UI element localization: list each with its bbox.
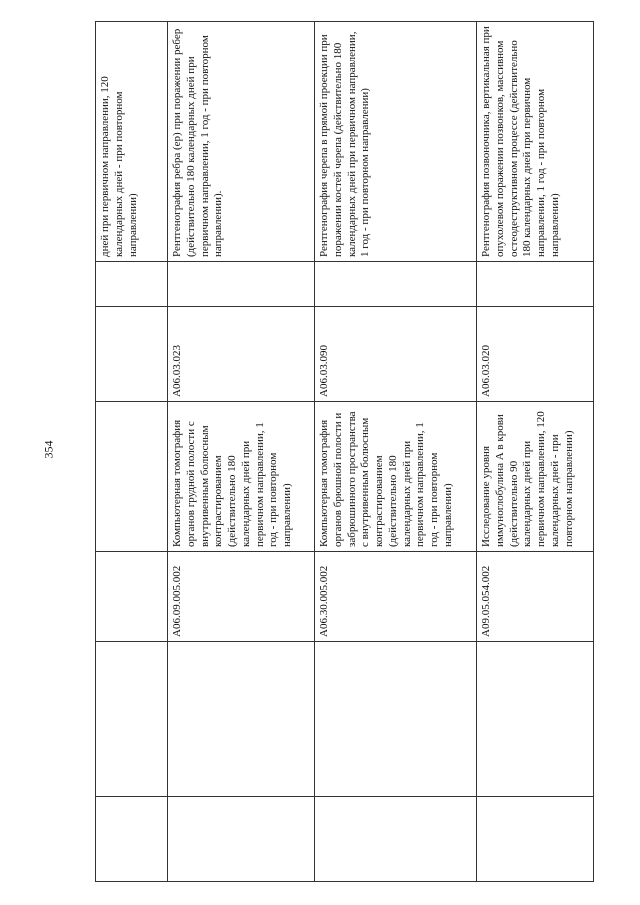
service-code-cell: A06.03.023 xyxy=(168,307,315,402)
table-cell xyxy=(477,262,594,307)
table-cell xyxy=(315,262,477,307)
service-description-cell: Рентгенография черепа в прямой проекции при поражении костей черепа (действительно 180 календарных дней при первичном направлении, 1 год - при повторном направлении) xyxy=(315,22,477,262)
table-cell xyxy=(477,642,594,797)
service-description-cell: Рентгенография ребра (ер) при поражении ребер (действительно 180 календарных дней при первичном направлении, 1 год - при повторном направлении). xyxy=(168,22,315,262)
table-cell xyxy=(96,552,168,642)
table-cell xyxy=(315,642,477,797)
table-rotation-frame xyxy=(95,22,585,882)
table-row xyxy=(477,22,594,882)
services-table xyxy=(95,21,594,882)
service-code-cell: A09.05.054.002 xyxy=(477,552,594,642)
table-row xyxy=(96,22,168,882)
table-cell xyxy=(168,262,315,307)
service-code-cell: A06.30.005.002 xyxy=(315,552,477,642)
service-description-cell: Компьютерная томография органов брюшной полости и забрюшинного пространства с внутривенным болюсным контрастированием (действительно 180 календарных дней при первичном направлении, 1 год - при повторном направлении) xyxy=(315,402,477,552)
service-description-cell: Рентгенография позвоночника, вертикальная при опухолевом поражении позвонков, массивном остеодеструктивном процессе (действительно 180 календарных дней при первичном направлении, 1 год - при повторном направлении) xyxy=(477,22,594,262)
service-code-cell: A06.03.020 xyxy=(477,307,594,402)
table-cell xyxy=(168,797,315,882)
table-row xyxy=(315,22,477,882)
table-cell xyxy=(168,642,315,797)
page-number: 354 xyxy=(41,440,56,459)
service-code-cell: A06.09.005.002 xyxy=(168,552,315,642)
table-cell xyxy=(477,797,594,882)
table-cell xyxy=(96,402,168,552)
table-row xyxy=(168,22,315,882)
table-cell xyxy=(315,797,477,882)
table-cell: дней при первичном направлении, 120 календарных дней - при повторном направлении) xyxy=(96,22,168,262)
table-cell xyxy=(96,797,168,882)
table-cell xyxy=(96,307,168,402)
service-description-cell: Исследование уровня иммуноглобулина А в крови (действительно 90 календарных дней при первичном направлении, 120 календарных дней - при повторном направлении) xyxy=(477,402,594,552)
service-code-cell: A06.03.090 xyxy=(315,307,477,402)
table-cell xyxy=(96,262,168,307)
table-cell xyxy=(96,642,168,797)
service-description-cell: Компьютерная томография органов грудной полости с внутривенным болюсным контрастированием (действительно 180 календарных дней при первичном направлении, 1 год - при повторном направлении) xyxy=(168,402,315,552)
